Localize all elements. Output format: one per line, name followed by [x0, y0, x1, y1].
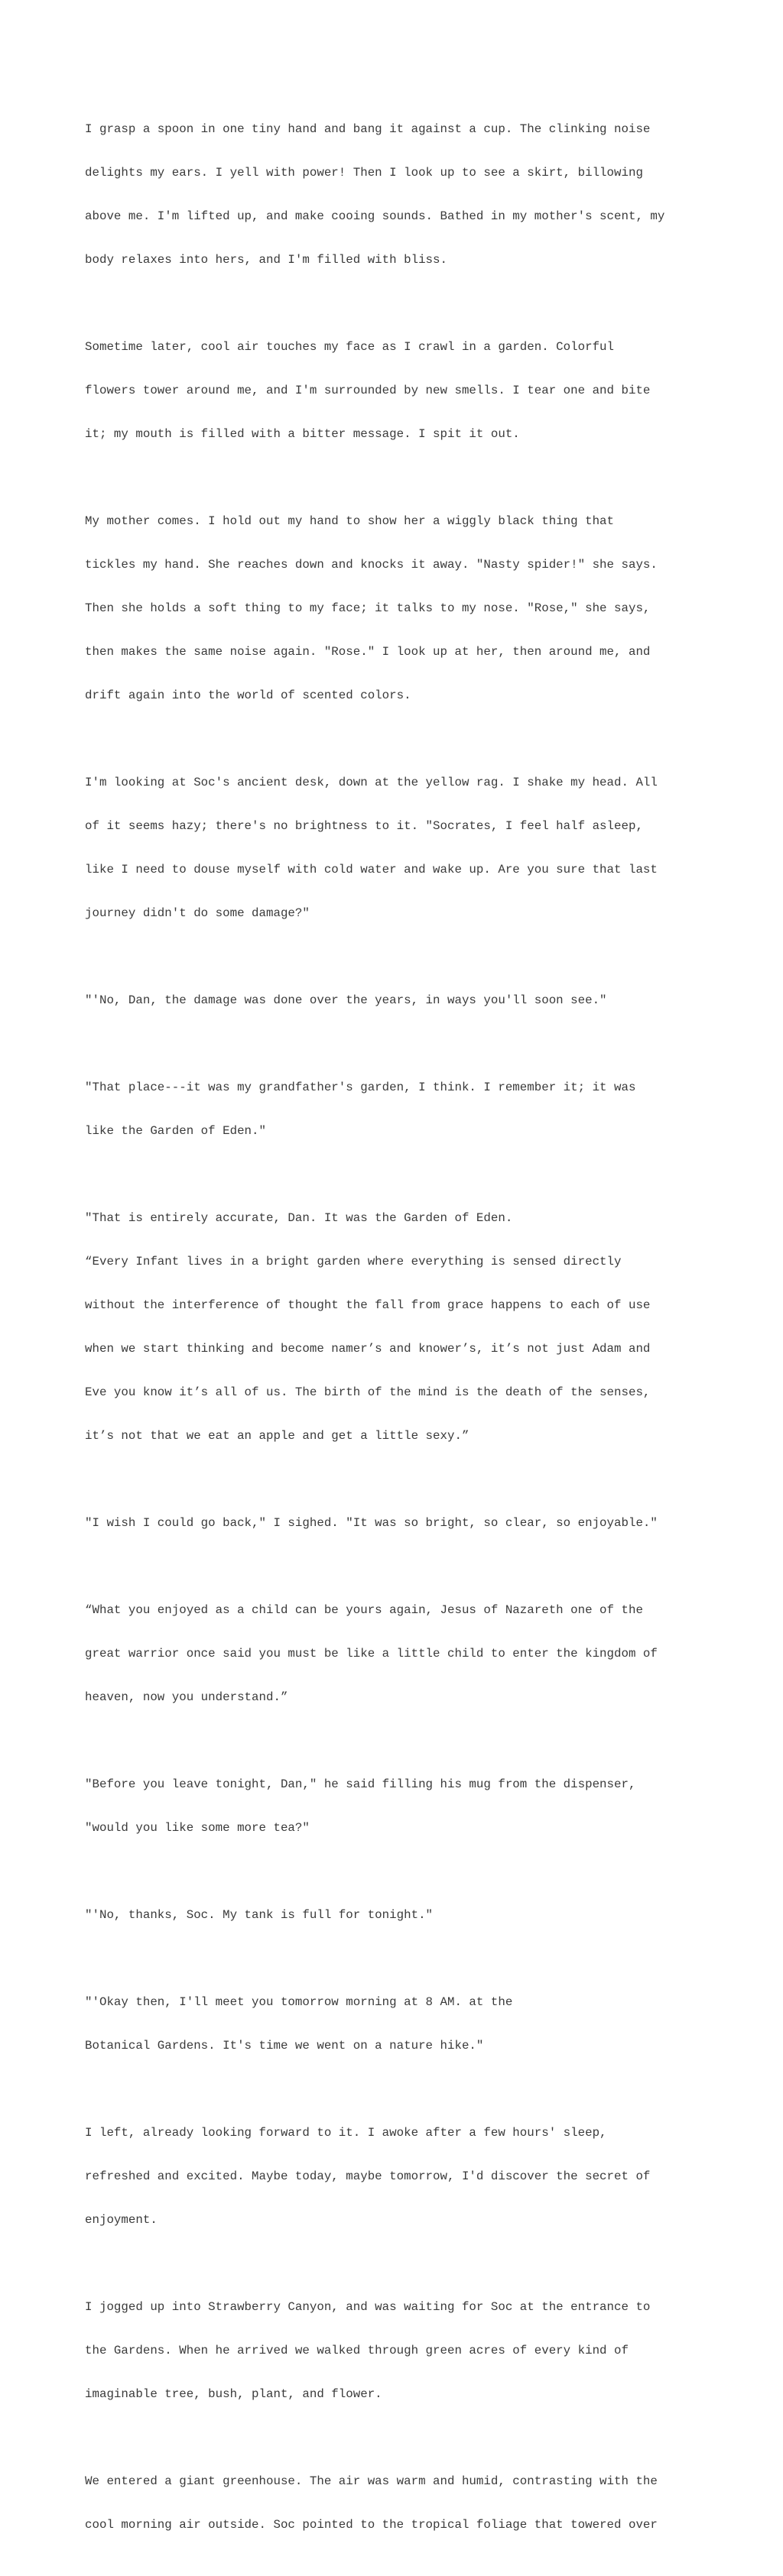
text-line: imaginable tree, bush, plant, and flower.	[85, 2387, 382, 2401]
text-line: I'm looking at Soc's ancient desk, down at the yellow rag. I shake my head. All	[85, 776, 658, 789]
text-line: body relaxes into hers, and I'm filled with bliss.	[85, 253, 447, 267]
text-line: I left, already looking forward to it. I awoke after a few hours' sleep,	[85, 2126, 607, 2140]
paragraph-1	[85, 93, 758, 296]
text-line: "I wish I could go back," I sighed. "It was so bright, so clear, so enjoyable."	[85, 1516, 658, 1530]
text-line: We entered a giant greenhouse. The air was warm and humid, contrasting with the	[85, 2474, 658, 2488]
text-line: "'No, thanks, Soc. My tank is full for tonight."	[85, 1908, 434, 1922]
text-line: I jogged up into Strawberry Canyon, and was waiting for Soc at the entrance to	[85, 2300, 651, 2314]
text-line: the Gardens. When he arrived we walked through green acres of every kind of	[85, 2344, 629, 2357]
text-line: refreshed and excited. Maybe today, maybe tomorrow, I'd discover the secret of	[85, 2169, 651, 2183]
text-line: Then she holds a soft thing to my face; it talks to my nose. "Rose," she says,	[85, 601, 651, 615]
text-line: "Before you leave tonight, Dan," he said filling his mug from the dispenser,	[85, 1777, 636, 1791]
text-line: Sometime later, cool air touches my face as I crawl in a garden. Colorful	[85, 340, 615, 354]
document-page	[85, 93, 758, 2576]
text-line: then makes the same noise again. "Rose." I look up at her, then around me, and	[85, 645, 651, 659]
paragraph-6	[85, 1051, 758, 1168]
text-line: "would you like some more tea?"	[85, 1821, 310, 1835]
paragraph-5	[85, 964, 758, 1037]
text-line: like I need to douse myself with cold water and wake up. Are you sure that last	[85, 863, 658, 876]
text-line: it; my mouth is filled with a bitter message. I spit it out.	[85, 427, 520, 441]
text-line: delights my ears. I yell with power! Then I look up to see a skirt, billowing	[85, 166, 643, 180]
text-line: great warrior once said you must be like a little child to enter the kingdom of	[85, 1647, 658, 1661]
text-line: "'Okay then, I'll meet you tomorrow morning at 8 AM. at the	[85, 1995, 513, 2009]
paragraph-9	[85, 1574, 758, 1734]
paragraph-15	[85, 2445, 758, 2561]
text-line: tickles my hand. She reaches down and knocks it away. "Nasty spider!" she says.	[85, 558, 658, 572]
paragraph-7	[85, 1182, 758, 1473]
text-line: “What you enjoyed as a child can be yours again, Jesus of Nazareth one of the	[85, 1603, 643, 1617]
text-line: Eve you know it’s all of us. The birth of the mind is the death of the senses,	[85, 1385, 651, 1399]
text-line: enjoyment.	[85, 2213, 158, 2227]
paragraph-3	[85, 485, 758, 732]
text-line: flowers tower around me, and I'm surrounded by new smells. I tear one and bite	[85, 384, 651, 397]
text-line: without the interference of thought the fall from grace happens to each of use	[85, 1298, 651, 1312]
paragraph-8	[85, 1487, 758, 1560]
paragraph-2	[85, 311, 758, 471]
text-line: heaven, now you understand.”	[85, 1690, 288, 1704]
text-line: drift again into the world of scented colors.	[85, 689, 411, 702]
text-line: "That place---it was my grandfather's garden, I think. I remember it; it was	[85, 1081, 636, 1094]
text-line: Botanical Gardens. It's time we went on a nature hike."	[85, 2039, 484, 2053]
paragraph-10	[85, 1748, 758, 1865]
text-line: when we start thinking and become namer’s and knower’s, it’s not just Adam and	[85, 1342, 651, 1356]
text-line: "'No, Dan, the damage was done over the years, in ways you'll soon see."	[85, 993, 607, 1007]
paragraph-13	[85, 2097, 758, 2257]
text-line: above me. I'm lifted up, and make cooing sounds. Bathed in my mother's scent, my	[85, 209, 665, 223]
text-line: like the Garden of Eden."	[85, 1124, 266, 1138]
text-line: of it seems hazy; there's no brightness to it. "Socrates, I feel half asleep,	[85, 819, 643, 833]
text-line: My mother comes. I hold out my hand to show her a wiggly black thing that	[85, 514, 615, 528]
text-line: I grasp a spoon in one tiny hand and bang it against a cup. The clinking noise	[85, 122, 651, 136]
text-line: journey didn't do some damage?"	[85, 906, 310, 920]
text-line: "That is entirely accurate, Dan. It was the Garden of Eden.	[85, 1211, 513, 1225]
paragraph-14	[85, 2271, 758, 2431]
paragraph-4	[85, 747, 758, 950]
paragraph-12	[85, 1966, 758, 2082]
text-line: cool morning air outside. Soc pointed to the tropical foliage that towered over	[85, 2518, 658, 2532]
text-line: “Every Infant lives in a bright garden where everything is sensed directly	[85, 1255, 622, 1269]
text-line: it’s not that we eat an apple and get a little sexy.”	[85, 1429, 469, 1443]
paragraph-11	[85, 1879, 758, 1952]
